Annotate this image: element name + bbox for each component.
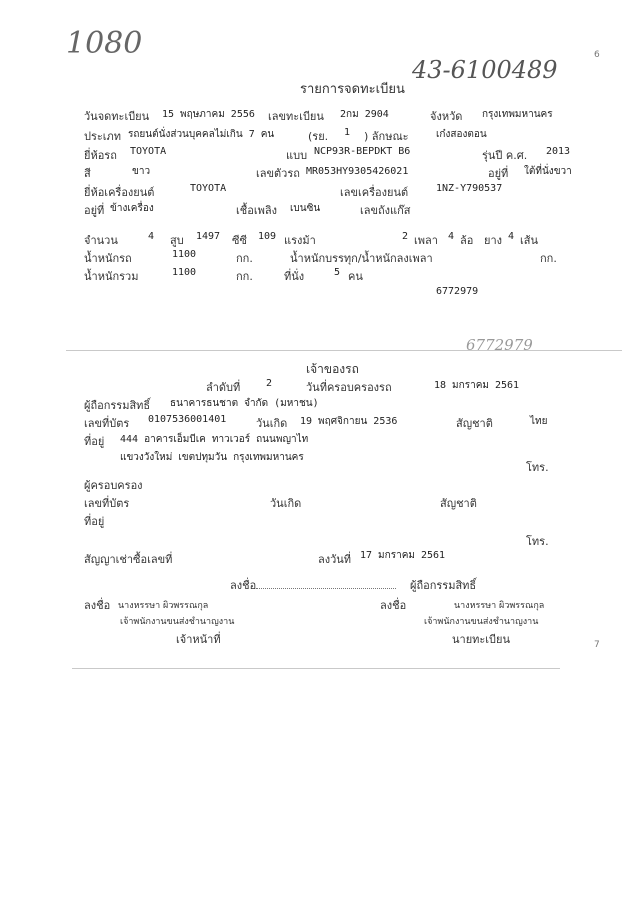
axles-label: เพลา [414, 234, 438, 247]
handwritten-registration-number: 43-6100489 [412, 56, 558, 84]
seats-label: ที่นั่ง [284, 270, 305, 283]
tires-unit: เส้น [520, 234, 538, 247]
possessor-id-label: เลขที่บัตร [84, 497, 130, 510]
reference-number: 6772979 [436, 286, 479, 297]
officer-sign-label-2: ลงชื่อ [84, 599, 111, 612]
owner-dob: 19 พฤศจิกายน 2536 [300, 416, 398, 427]
possessor-tel-label: โทร. [526, 535, 549, 548]
page-number-bottom: 7 [594, 640, 600, 650]
holder-sign-role: ผู้ถือกรรมสิทธิ์ [410, 579, 477, 592]
owner-address-line1: 444 อาคารเอ็มบีเค ทาวเวอร์ ถนนพญาไท [120, 434, 309, 445]
vehicle-type: รถยนต์นั่งส่วนบุคคลไม่เกิน 7 คน [128, 129, 275, 140]
owner-address-label: ที่อยู่ [84, 435, 105, 448]
rs-label: (รย. [308, 130, 329, 143]
seats-unit: คน [348, 270, 363, 283]
wheels: 4 [448, 231, 455, 242]
signed-date-label: ลงวันที่ [318, 553, 352, 566]
chassis-location: ใต้ที่นั่งขวา [524, 166, 572, 177]
province-label: จังหวัด [430, 110, 463, 123]
gas-tank-label: เลขถังแก๊ส [360, 204, 411, 217]
rs-value: 1 [344, 127, 351, 138]
order-label: ลำดับที่ [206, 381, 241, 394]
reg-date: 15 พฤษภาคม 2556 [162, 109, 255, 120]
model: NCP93R-BEPDKT B6 [314, 146, 411, 157]
fuel-label: เชื้อเพลิง [236, 204, 277, 217]
weight-unit: กก. [236, 252, 253, 265]
seats: 5 [334, 267, 341, 278]
tires-label: ยาง [484, 234, 502, 247]
officer-role: เจ้าหน้าที่ [176, 633, 221, 646]
color-label: สี [84, 167, 91, 180]
model-year: 2013 [546, 146, 571, 157]
year-label: รุ่นปี ค.ศ. [482, 149, 528, 162]
weight: 1100 [172, 249, 197, 260]
axles: 2 [402, 231, 409, 242]
owner-nationality-label: สัญชาติ [456, 417, 493, 430]
order: 2 [266, 378, 273, 389]
total-weight-unit: กก. [236, 270, 253, 283]
count-label: จำนวน [84, 234, 118, 247]
officer-sign-label: ลงชื่อ [230, 579, 257, 592]
owner-id-label: เลขที่บัตร [84, 417, 130, 430]
handwritten-file-number: 1080 [66, 26, 143, 61]
horsepower: 109 [258, 231, 277, 242]
owner-tel-label: โทร. [526, 461, 549, 474]
style-label: ) ลักษณะ [364, 130, 409, 143]
lease-contract-label: สัญญาเช่าซื้อเลขที่ [84, 553, 173, 566]
engine-location-label: อยู่ที่ [84, 204, 105, 217]
possessor-dob-label: วันเกิด [270, 497, 302, 510]
chassis-label: เลขตัวรถ [256, 167, 300, 180]
cc: 1497 [196, 231, 221, 242]
officer-name: นางหรรษา ผิวพรรณกุล [118, 601, 209, 611]
chassis-location-label: อยู่ที่ [488, 167, 509, 180]
fuel: เบนซิน [290, 203, 321, 214]
chassis-number: MR053HY9305426021 [306, 166, 409, 177]
officer-sign-line [256, 588, 396, 589]
registrar-name: นางหรรษา ผิวพรรณกุล [454, 601, 545, 611]
registration-title: รายการจดทะเบียน [300, 82, 405, 97]
bottom-fold-line [72, 668, 560, 669]
engine-number: 1NZ-Y790537 [436, 183, 503, 194]
brand-label: ยี่ห้อรถ [84, 149, 117, 162]
cc-label: ซีซี [232, 234, 247, 247]
tires: 4 [508, 231, 515, 242]
possessor-address-label: ที่อยู่ [84, 515, 105, 528]
model-label: แบบ [286, 149, 308, 162]
engine-location: ข้างเครื่อง [110, 203, 154, 214]
owner-id: 0107536001401 [148, 414, 227, 425]
horsepower-label: แรงม้า [284, 234, 316, 247]
province: กรุงเทพมหานคร [482, 109, 553, 120]
holder-label: ผู้ถือกรรมสิทธิ์ [84, 399, 151, 412]
engine-brand-label: ยี่ห้อเครื่องยนต์ [84, 186, 155, 199]
plate-number: 2กม 2904 [340, 109, 389, 120]
wheels-label: ล้อ [460, 234, 474, 247]
page-number-top: 6 [594, 50, 600, 60]
handwritten-amount: 6772979 [466, 336, 533, 354]
possessor-nationality-label: สัญชาติ [440, 497, 477, 510]
holder: ธนาคารธนชาต จำกัด (มหาชน) [170, 398, 319, 409]
registrar-sign-label: ลงชื่อ [380, 599, 407, 612]
load-label: น้ำหนักบรรทุก/น้ำหนักลงเพลา [290, 252, 433, 265]
owner-dob-label: วันเกิด [256, 417, 288, 430]
registrar-role: นายทะเบียน [452, 633, 511, 646]
possessor-label: ผู้ครอบครอง [84, 479, 143, 492]
vehicle-type-label: ประเภท [84, 130, 122, 143]
weight-label: น้ำหนักรถ [84, 252, 132, 265]
engine-number-label: เลขเครื่องยนต์ [340, 186, 409, 199]
possess-date-label: วันที่ครอบครองรถ [306, 381, 392, 394]
cylinders: 4 [148, 231, 155, 242]
officer-stamp: เจ้าพนักงานขนส่งชำนาญงาน [120, 617, 235, 627]
color: ขาว [132, 166, 151, 177]
plate-label: เลขทะเบียน [268, 110, 324, 123]
load-unit: กก. [540, 252, 557, 265]
brand: TOYOTA [130, 146, 167, 157]
total-weight: 1100 [172, 267, 197, 278]
fold-line [66, 350, 622, 351]
signed-date: 17 มกราคม 2561 [360, 550, 446, 561]
registrar-stamp: เจ้าพนักงานขนส่งชำนาญงาน [424, 617, 539, 627]
owner-nationality: ไทย [530, 416, 548, 427]
vehicle-style: เก๋งสองตอน [436, 129, 487, 140]
possess-date: 18 มกราคม 2561 [434, 380, 520, 391]
owner-address-line2: แขวงวังใหม่ เขตปทุมวัน กรุงเทพมหานคร [120, 452, 304, 463]
reg-date-label: วันจดทะเบียน [84, 110, 150, 123]
owner-title: เจ้าของรถ [306, 362, 359, 376]
total-weight-label: น้ำหนักรวม [84, 270, 139, 283]
engine-brand: TOYOTA [190, 183, 227, 194]
cylinders-label: สูบ [170, 234, 184, 247]
